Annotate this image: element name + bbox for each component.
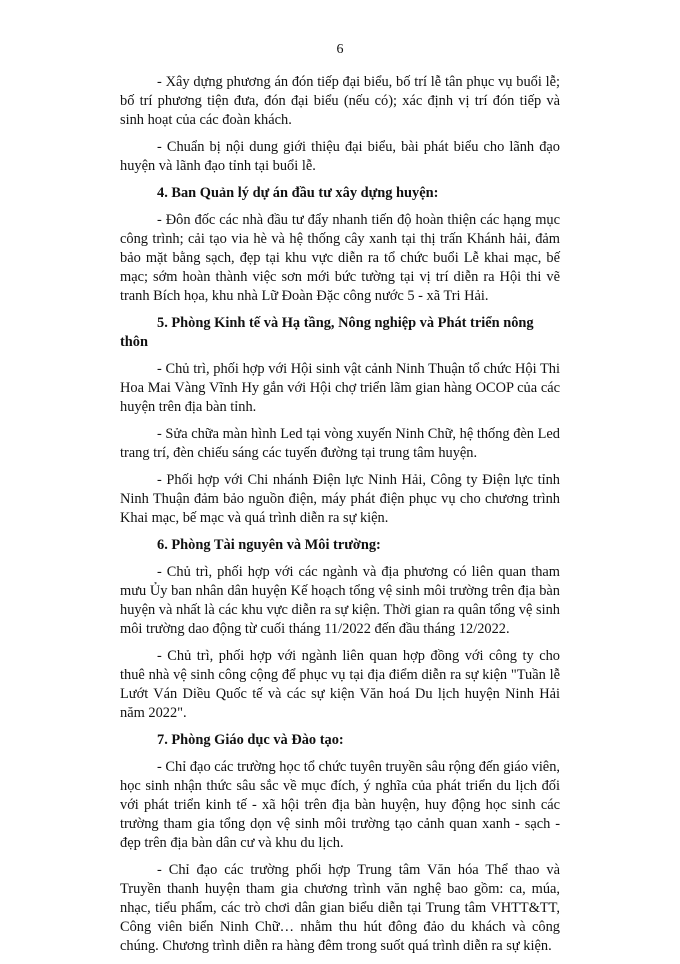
section-heading: 4. Ban Quản lý dự án đầu tư xây dựng huyện: (157, 185, 439, 201)
section-heading: 7. Phòng Giáo dục và Đào tạo: (157, 732, 344, 748)
section-heading: 5. Phòng Kinh tế và Hạ tầng, Nông nghiệp và Phát triển nông thôn (120, 315, 534, 350)
paragraph: - Đôn đốc các nhà đầu tư đẩy nhanh tiến độ hoàn thiện các hạng mục công trình; cải tạo via hè và hệ thống cây xanh tại thị trấn Khánh hải, đảm bảo mặt bằng sạch, đẹp tại khu vực diễn ra tổ chức buổi Lễ khai mạc, bế mạc; sớm hoàn thành việc sơn mới bức tường tại vị trí diễn ra Hội thi vẽ tranh Bích họa, khu nhà Lữ Đoàn Đặc công nước 5 - xã Tri Hải. (120, 212, 560, 304)
paragraph: - Phối hợp với Chi nhánh Điện lực Ninh Hải, Công ty Điện lực tỉnh Ninh Thuận đảm bảo nguồn điện, máy phát điện phục vụ cho chương trình Khai mạc, bế mạc và quá trình diễn ra sự kiện. (120, 472, 560, 526)
section-heading: 6. Phòng Tài nguyên và Môi trường: (157, 537, 381, 553)
paragraph: - Chủ trì, phối hợp với các ngành và địa phương có liên quan tham mưu Ủy ban nhân dân huyện Kế hoạch tổng vệ sinh môi trường trên địa bàn huyện và nhất là các khu vực diễn ra sự kiện. Thời gian ra quân tổng vệ sinh môi trường dao động từ cuối tháng 11/2022 đến đầu tháng 12/2022. (120, 564, 560, 637)
document-body (120, 73, 560, 964)
paragraph: - Chủ trì, phối hợp với Hội sinh vật cảnh Ninh Thuận tổ chức Hội Thi Hoa Mai Vàng Vĩnh Hy gắn với Hội chợ triển lãm gian hàng OCOP của các huyện trên địa bàn tỉnh. (120, 361, 560, 415)
paragraph: - Chuẩn bị nội dung giới thiệu đại biểu, bài phát biểu cho lãnh đạo huyện và lãnh đạo tỉnh tại buổi lễ. (120, 139, 560, 174)
page-number: 6 (336, 42, 344, 57)
paragraph: - Xây dựng phương án đón tiếp đại biểu, bố trí lễ tân phục vụ buổi lễ; bố trí phương tiện đưa, đón đại biểu (nếu có); xác định vị trí đón tiếp và sinh hoạt của các đoàn khách. (120, 74, 560, 128)
paragraph: - Chỉ đạo các trường học tổ chức tuyên truyền sâu rộng đến giáo viên, học sinh nhận thức sâu sắc về mục đích, ý nghĩa của phát triển du lịch đối với phát triển kinh tế - xã hội trên địa bàn huyện, huy động học sinh các trường tham gia tổng dọn vệ sinh môi trường tạo cảnh quan xanh - sạch - đẹp trên địa bàn dân cư và khu du lịch. (120, 759, 560, 851)
paragraph: - Chủ trì, phối hợp với ngành liên quan hợp đồng với công ty cho thuê nhà vệ sinh công cộng để phục vụ tại địa điểm diễn ra sự kiện "Tuần lễ Lướt Ván Diều Quốc tế và các sự kiện Văn hoá Du lịch huyện Ninh Hải năm 2022". (120, 648, 560, 721)
paragraph: - Chỉ đạo các trường phối hợp Trung tâm Văn hóa Thể thao và Truyền thanh huyện tham gia chương trình văn nghệ bao gồm: ca, múa, nhạc, tiểu phẩm, các trò chơi dân gian biểu diễn tại Trung tâm VHTT&TT, Công viên biển Ninh Chữ… nhằm thu hút đông đảo du khách và công chúng. Chương trình diễn ra hàng đêm trong suốt quá trình diễn ra sự kiện. (120, 862, 560, 954)
paragraph: - Sửa chữa màn hình Led tại vòng xuyến Ninh Chữ, hệ thống đèn Led trang trí, đèn chiếu sáng các tuyến đường tại trung tâm huyện. (120, 426, 560, 461)
